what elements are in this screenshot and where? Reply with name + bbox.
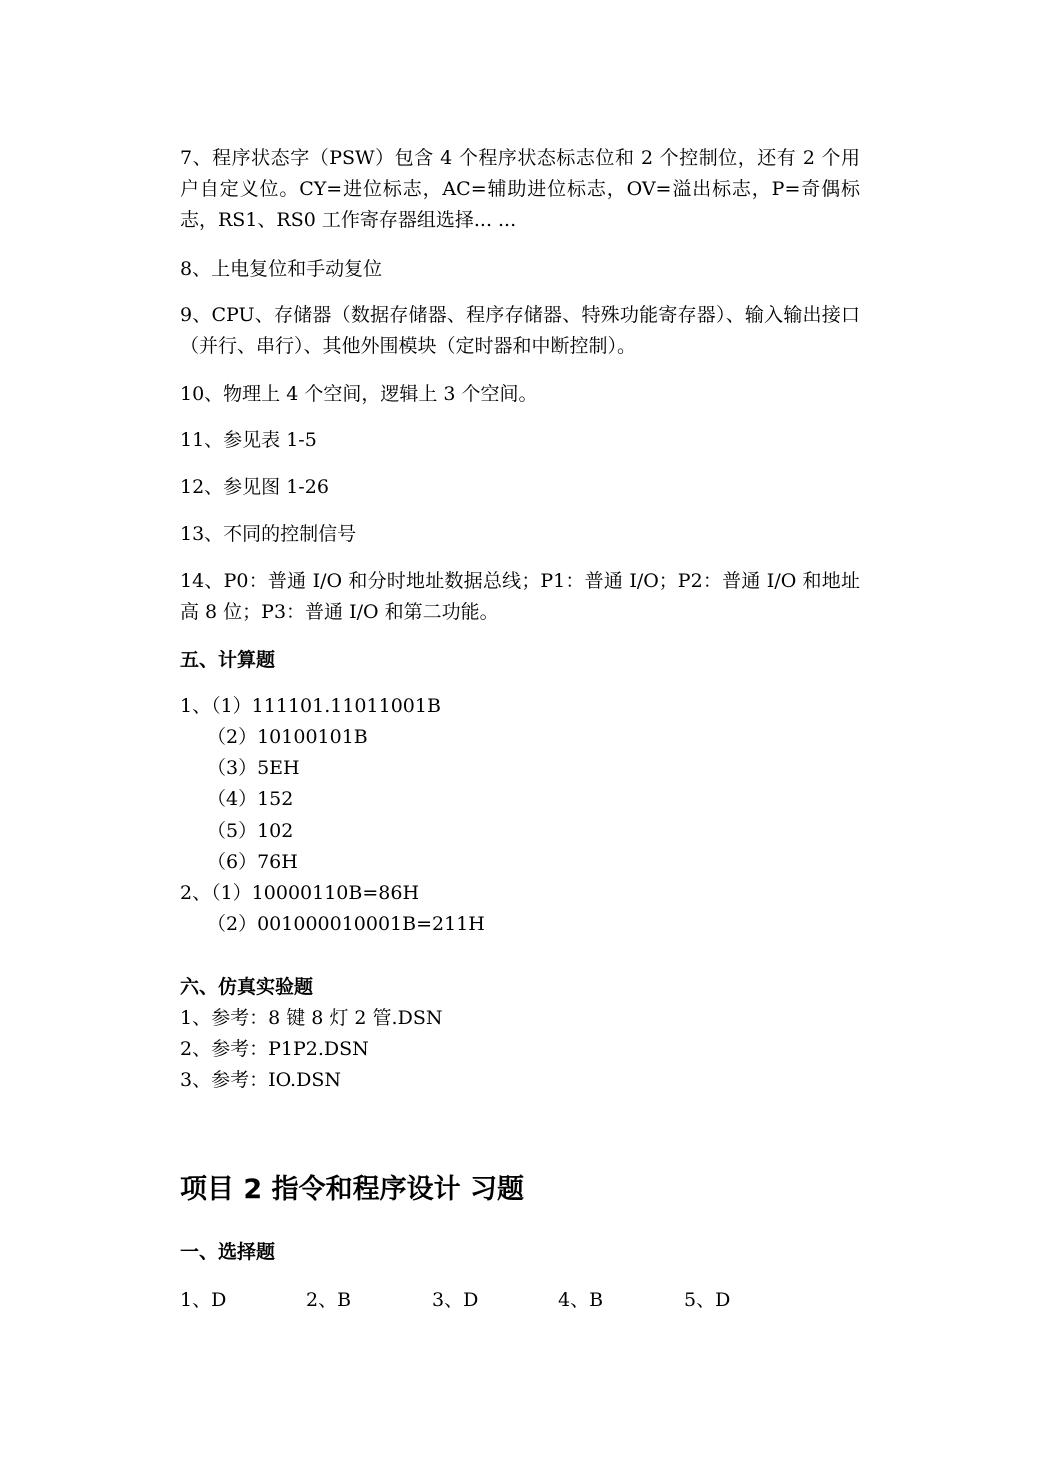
- sim-line: 3、参考：IO.DSN: [180, 1069, 341, 1091]
- answer-11: 11、参见表 1-5: [180, 429, 317, 451]
- calc-line: （6）76H: [207, 851, 298, 873]
- choice-answer: 2、B: [306, 1289, 352, 1311]
- calc-line: （2）001000010001B=211H: [207, 913, 485, 935]
- answer-14: 14、P0：普通 I/O 和分时地址数据总线；P1：普通 I/O；P2：普通 I/O 和地址高 8 位；P3：普通 I/O 和第二功能。: [180, 570, 860, 623]
- calc-line: 2、（1）10000110B=86H: [180, 882, 420, 904]
- answer-8: 8、上电复位和手动复位: [180, 258, 383, 280]
- calc-line: （5）102: [207, 820, 294, 842]
- answer-9: 9、CPU、存储器（数据存储器、程序存储器、特殊功能寄存器）、输入输出接口（并行、串行）、其他外围模块（定时器和中断控制）。: [180, 304, 860, 357]
- answer-7: 7、程序状态字（PSW）包含 4 个程序状态标志位和 2 个控制位，还有 2 个用户自定义位。CY=进位标志，AC=辅助进位标志，OV=溢出标志，P=奇偶标志，RS1、RS0 工作寄存器组选择... ...: [180, 147, 860, 231]
- choice-answer: 1、D: [180, 1289, 227, 1311]
- section-heading-choice: 一、选择题: [180, 1241, 276, 1263]
- sim-line: 1、参考：8 键 8 灯 2 管.DSN: [180, 1007, 443, 1029]
- calc-line: 1、（1）111101.11011001B: [180, 695, 441, 717]
- calc-line: （4）152: [207, 788, 294, 810]
- answer-13: 13、不同的控制信号: [180, 523, 357, 545]
- section-heading-simulation: 六、仿真实验题: [180, 976, 314, 998]
- answer-10: 10、物理上 4 个空间，逻辑上 3 个空间。: [180, 383, 538, 405]
- choice-answer: 3、D: [432, 1289, 479, 1311]
- sim-line: 2、参考：P1P2.DSN: [180, 1038, 369, 1060]
- choice-answer: 5、D: [684, 1289, 731, 1311]
- choice-answer: 4、B: [558, 1289, 604, 1311]
- calc-line: （2）10100101B: [207, 726, 368, 748]
- calc-line: （3）5EH: [207, 757, 300, 779]
- section-heading-calculation: 五、计算题: [180, 649, 276, 671]
- answer-12: 12、参见图 1-26: [180, 476, 329, 498]
- choice-answers: [180, 1285, 810, 1316]
- project-title: 项目 2 指令和程序设计 习题: [180, 1174, 524, 1205]
